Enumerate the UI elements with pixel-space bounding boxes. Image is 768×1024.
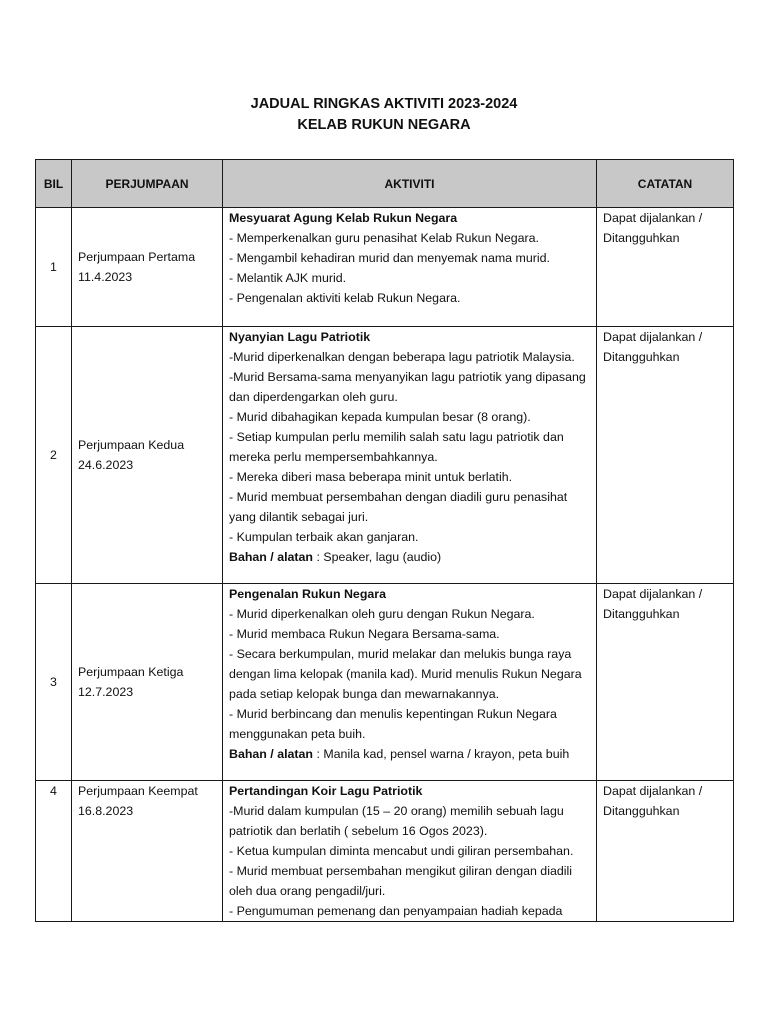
notes-line: Dapat dijalankan / — [603, 587, 703, 601]
notes-line: Ditangguhkan — [603, 607, 680, 621]
notes-cell — [597, 208, 734, 327]
activity-cell — [223, 208, 597, 327]
notes-line: Dapat dijalankan / — [603, 211, 703, 225]
column-header-bil: BIL — [36, 160, 72, 208]
activity-line: - Murid membuat persembahan mengikut giliran dengan diadili oleh dua orang pengadil/juri. — [229, 864, 572, 898]
activity-line: - Murid dibahagikan kepada kumpulan besar (8 orang). — [229, 410, 531, 424]
meeting-date: 24.6.2023 — [78, 458, 134, 472]
activity-line: - Pengenalan aktiviti kelab Rukun Negara. — [229, 291, 461, 305]
notes-line: Dapat dijalankan / — [603, 330, 703, 344]
materials-line — [229, 547, 590, 567]
notes-line: Ditangguhkan — [603, 231, 680, 245]
materials-value: : Speaker, lagu (audio) — [313, 550, 442, 564]
notes-cell — [597, 781, 734, 922]
table-row — [36, 208, 734, 327]
activity-line: -Murid dalam kumpulan (15 – 20 orang) memilih sebuah lagu patriotik dan berlatih ( sebelum 16 Ogos 2023). — [229, 804, 564, 838]
activity-line: - Memperkenalkan guru penasihat Kelab Rukun Negara. — [229, 231, 539, 245]
meeting-name: Perjumpaan Ketiga — [78, 665, 184, 679]
row-number: 1 — [36, 208, 72, 327]
table-row — [36, 584, 734, 781]
row-number: 3 — [36, 584, 72, 781]
activity-heading: Mesyuarat Agung Kelab Rukun Negara — [229, 211, 458, 225]
meeting-name: Perjumpaan Keempat — [78, 784, 198, 798]
column-header-aktiviti: AKTIVITI — [223, 160, 597, 208]
activity-line: - Ketua kumpulan diminta mencabut undi giliran persembahan. — [229, 844, 574, 858]
notes-cell — [597, 327, 734, 584]
column-header-perjumpaan: PERJUMPAAN — [72, 160, 223, 208]
table-row — [36, 781, 734, 922]
activity-heading: Pertandingan Koir Lagu Patriotik — [229, 784, 423, 798]
activity-schedule-table — [35, 159, 734, 922]
meeting-date: 12.7.2023 — [78, 685, 134, 699]
meeting-cell — [72, 781, 223, 922]
meeting-date: 11.4.2023 — [78, 270, 133, 284]
materials-value: : Manila kad, pensel warna / krayon, peta buih — [313, 747, 570, 761]
activity-line: - Pengumuman pemenang dan penyampaian hadiah kepada — [229, 904, 563, 918]
meeting-cell — [72, 208, 223, 327]
meeting-name: Perjumpaan Pertama — [78, 250, 196, 264]
notes-line: Ditangguhkan — [603, 350, 680, 364]
meeting-date: 16.8.2023 — [78, 804, 134, 818]
activity-line: - Murid membuat persembahan dengan diadili guru penasihat yang dilantik sebagai juri. — [229, 490, 568, 524]
activity-cell — [223, 327, 597, 584]
row-number: 4 — [36, 781, 72, 922]
activity-line: - Murid diperkenalkan oleh guru dengan Rukun Negara. — [229, 607, 535, 621]
activity-cell — [223, 584, 597, 781]
activity-line: - Melantik AJK murid. — [229, 271, 347, 285]
table-header-row — [36, 160, 734, 208]
notes-line: Ditangguhkan — [603, 804, 680, 818]
activity-line: - Murid berbincang dan menulis kepentingan Rukun Negara menggunakan peta buih. — [229, 707, 557, 741]
activity-line: -Murid Bersama-sama menyanyikan lagu patriotik yang dipasang dan diperdengarkan oleh guru. — [229, 370, 586, 404]
activity-line: -Murid diperkenalkan dengan beberapa lagu patriotik Malaysia. — [229, 350, 575, 364]
activity-line: - Mereka diberi masa beberapa minit untuk berlatih. — [229, 470, 513, 484]
activity-line: - Secara berkumpulan, murid melakar dan melukis bunga raya dengan lima kelopak (manila kad). Murid menulis Rukun Negara pada setiap kelopak bunga dan mewarnakannya. — [229, 647, 582, 701]
notes-cell — [597, 584, 734, 781]
table-row — [36, 327, 734, 584]
row-number: 2 — [36, 327, 72, 584]
activity-line: - Setiap kumpulan perlu memilih salah satu lagu patriotik dan mereka perlu mempersembahkannya. — [229, 430, 564, 464]
materials-line — [229, 744, 590, 764]
title-line-1: JADUAL RINGKAS AKTIVITI 2023-2024 — [250, 96, 518, 112]
materials-label: Bahan / alatan — [229, 550, 314, 564]
activity-line: - Mengambil kehadiran murid dan menyemak nama murid. — [229, 251, 550, 265]
column-header-catatan: CATATAN — [597, 160, 734, 208]
title-line-2: KELAB RUKUN NEGARA — [297, 117, 471, 133]
meeting-cell — [72, 327, 223, 584]
notes-line: Dapat dijalankan / — [603, 784, 703, 798]
meeting-name: Perjumpaan Kedua — [78, 438, 185, 452]
materials-label: Bahan / alatan — [229, 747, 314, 761]
activity-heading: Pengenalan Rukun Negara — [229, 587, 386, 601]
activity-heading: Nyanyian Lagu Patriotik — [229, 330, 371, 344]
document-title — [0, 94, 768, 136]
activity-cell — [223, 781, 597, 922]
activity-line: - Kumpulan terbaik akan ganjaran. — [229, 530, 419, 544]
meeting-cell — [72, 584, 223, 781]
activity-line: - Murid membaca Rukun Negara Bersama-sama. — [229, 627, 500, 641]
